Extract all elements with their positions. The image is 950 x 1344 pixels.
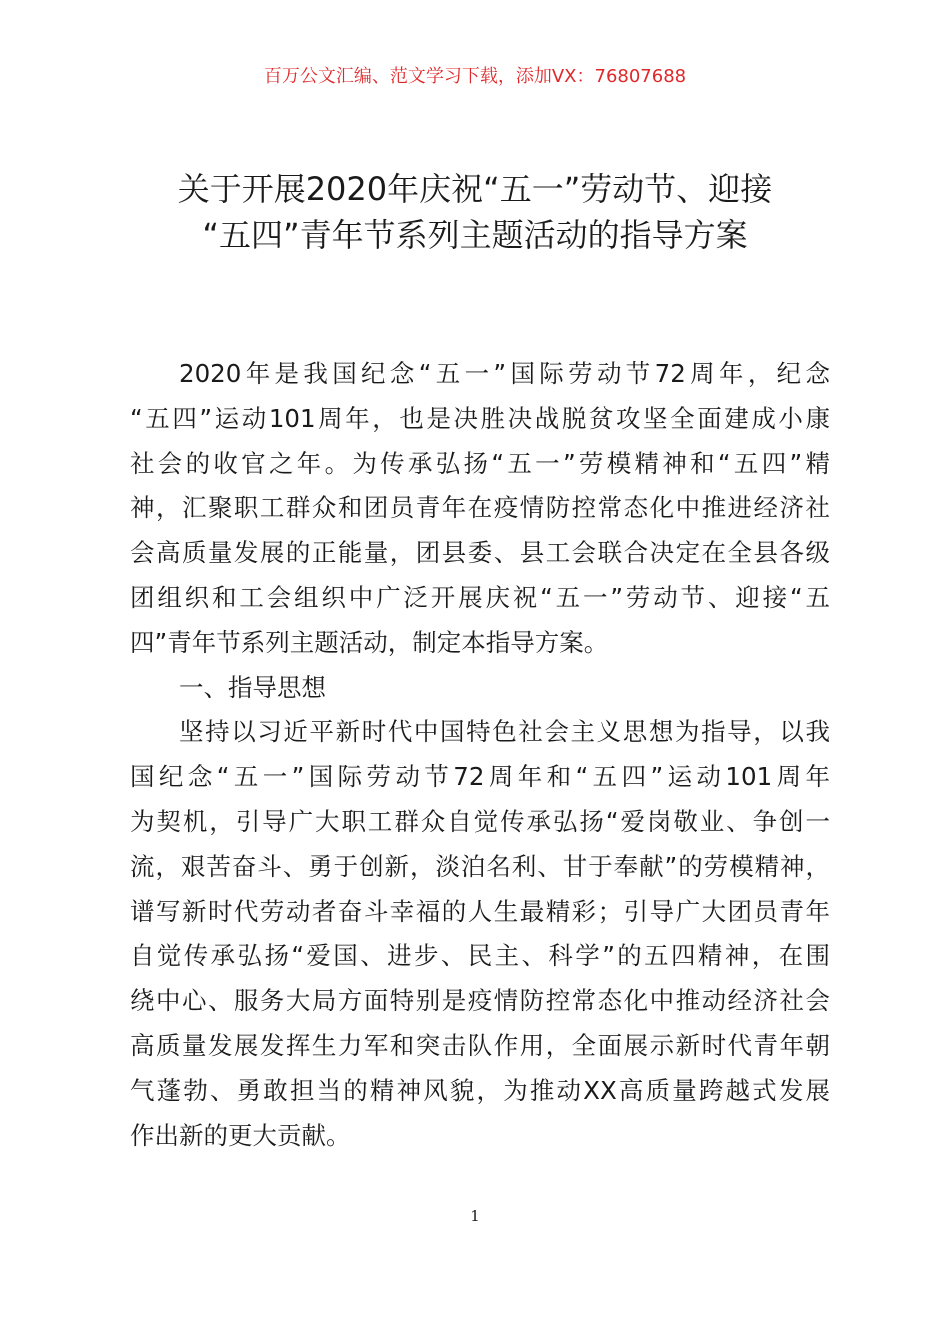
paragraph-1-line: 2020年是我国纪念“五一”国际劳动节72周年，纪念 [179, 359, 830, 388]
title-line-2: “五四”青年节系列主题活动的指导方案 [202, 216, 748, 254]
paragraph-2-line: 作出新的更大贡献。 [130, 1120, 351, 1150]
paragraph-1-line: 四”青年节系列主题活动，制定本指导方案。 [130, 627, 609, 657]
paragraph-2-line: 自觉传承弘扬“爱国、进步、民主、科学”的五四精神，在围 [130, 941, 830, 971]
paragraph-1-line: 会高质量发展的正能量，团县委、县工会联合决定在全县各级 [130, 538, 830, 568]
paragraph-1-line: “五四”运动101周年，也是决胜决战脱贫攻坚全面建成小康 [130, 403, 830, 433]
paragraph-1-line: 神，汇聚职工群众和团员青年在疫情防控常态化中推进经济社 [130, 493, 830, 523]
paragraph-2-line: 国纪念“五一”国际劳动节72周年和“五四”运动101周年 [130, 762, 830, 792]
document-body [130, 352, 830, 1158]
paragraph-2-line: 绕中心、服务大局方面特别是疫情防控常态化中推动经济社会 [130, 986, 830, 1016]
paragraph-1-line: 团组织和工会组织中广泛开展庆祝“五一”劳动节、迎接“五 [130, 582, 830, 612]
title-line-1: 关于开展2020年庆祝“五一”劳动节、迎接 [177, 170, 773, 208]
paragraph-2-line: 高质量发展发挥生力军和突击队作用，全面展示新时代青年朝 [130, 1030, 830, 1060]
paragraph-2-line: 气蓬勃、勇敢担当的精神风貌，为推动XX高质量跨越式发展 [130, 1075, 830, 1105]
paragraph-2-line: 坚持以习近平新时代中国特色社会主义思想为指导，以我 [179, 717, 830, 747]
paragraph-2-line: 为契机，引导广大职工群众自觉传承弘扬“爱岗敬业、争创一 [130, 806, 830, 836]
section-1-heading: 一、指导思想 [179, 672, 326, 702]
paragraph-1-line: 社会的收官之年。为传承弘扬“五一”劳模精神和“五四”精 [130, 448, 830, 478]
header-watermark-note: 百万公文汇编、范文学习下载，添加VX：76807688 [263, 66, 687, 87]
document-title [100, 166, 850, 258]
paragraph-2-line: 谱写新时代劳动者奋斗幸福的人生最精彩；引导广大团员青年 [130, 896, 830, 926]
page-number: 1 [470, 1207, 480, 1225]
paragraph-2-line: 流，艰苦奋斗、勇于创新，淡泊名利、甘于奉献”的劳模精神， [130, 851, 830, 881]
